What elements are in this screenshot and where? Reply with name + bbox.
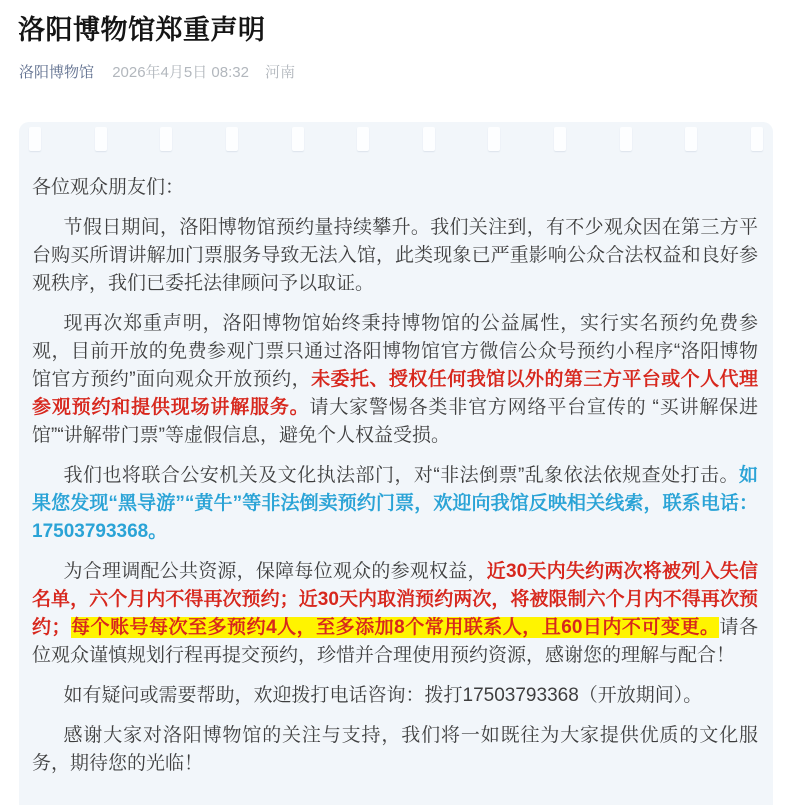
decor-bar [488, 127, 500, 151]
page-title: 洛阳博物馆郑重声明 [18, 15, 266, 45]
decor-bar [751, 127, 763, 151]
statement-content-box [19, 122, 773, 805]
decor-bar [357, 127, 369, 151]
text-segment: 节假日期间，洛阳博物馆预约量持续攀升。我们关注到，有不少观众因在第三方平台购买所谓讲解加门票服务导致无法入馆，此类现象已严重影响公众合法权益和良好参观秩序，我们已委托法律顾问予以取证。 [32, 217, 758, 294]
decor-bar [29, 127, 41, 151]
paragraph [32, 214, 758, 298]
decor-bar [95, 127, 107, 151]
decor-bar [160, 127, 172, 151]
decorative-bar-strip [19, 122, 773, 151]
statement-body [19, 151, 773, 805]
decor-bar [423, 127, 435, 151]
text-segment: 请大家警惕各类非官方网络平台宣传的 “买讲解保进馆”“讲解带门票”等虚假信息，避免个人权益受损。 [32, 397, 758, 446]
text-segment: 请各位观众谨慎规划行程再提交预约，珍惜并合理使用预约资源，感谢您的理解与配合！ [32, 617, 758, 666]
publish-region: 河南 [265, 64, 296, 81]
text-segment: 如有疑问或需要帮助，欢迎拨打电话咨询：拨打17503793368（开放期间）。 [63, 685, 703, 706]
text-segment: 现再次郑重声明，洛阳博物馆始终秉持博物馆的公益属性，实行实名预约免费参观，目前开放的免费参观门票只通过洛阳博物馆官方微信公众号预约小程序“洛阳博物馆官方预约”面向观众开放预约， [32, 313, 758, 390]
paragraph [32, 558, 758, 670]
text-segment: 为合理调配公共资源，保障每位观众的参观权益， [63, 561, 487, 582]
text-segment: 我们也将联合公安机关及文化执法部门，对“非法倒票”乱象依法依规查处打击。 [63, 465, 739, 486]
paragraph [32, 310, 758, 450]
publish-date: 2026年4月5日 08:32 [112, 64, 249, 81]
text-segment: 各位观众朋友们： [32, 177, 185, 198]
decor-bar [620, 127, 632, 151]
paragraph [32, 722, 758, 778]
paragraph [32, 462, 758, 546]
paragraph [32, 174, 758, 202]
decor-bar [554, 127, 566, 151]
text-segment: 感谢大家对洛阳博物馆的关注与支持，我们将一如既往为大家提供优质的文化服务，期待您的光临！ [32, 725, 758, 774]
decor-bar [685, 127, 697, 151]
text-segment: 未委托、授权任何我馆以外的第三方平台或个人代理参观预约和提供现场讲解服务。 [32, 369, 758, 418]
text-segment: 近30天内失约两次将被列入失信名单，六个月内不得再次预约；近30天内取消预约两次，将被限制六个月内不得再次预约； [32, 561, 758, 638]
author-account-link[interactable]: 洛阳博物馆 [19, 64, 95, 81]
byline [0, 46, 793, 83]
text-segment: 每个账号每次至多预约4人，至多添加8个常用联系人，且60日内不可变更。 [70, 617, 720, 638]
text-segment: 如果您发现“黑导游”“黄牛”等非法倒卖预约门票，欢迎向我馆反映相关线索，联系电话：17503793368。 [32, 465, 758, 542]
decor-bar [292, 127, 304, 151]
decor-bar [226, 127, 238, 151]
paragraph [32, 682, 758, 710]
